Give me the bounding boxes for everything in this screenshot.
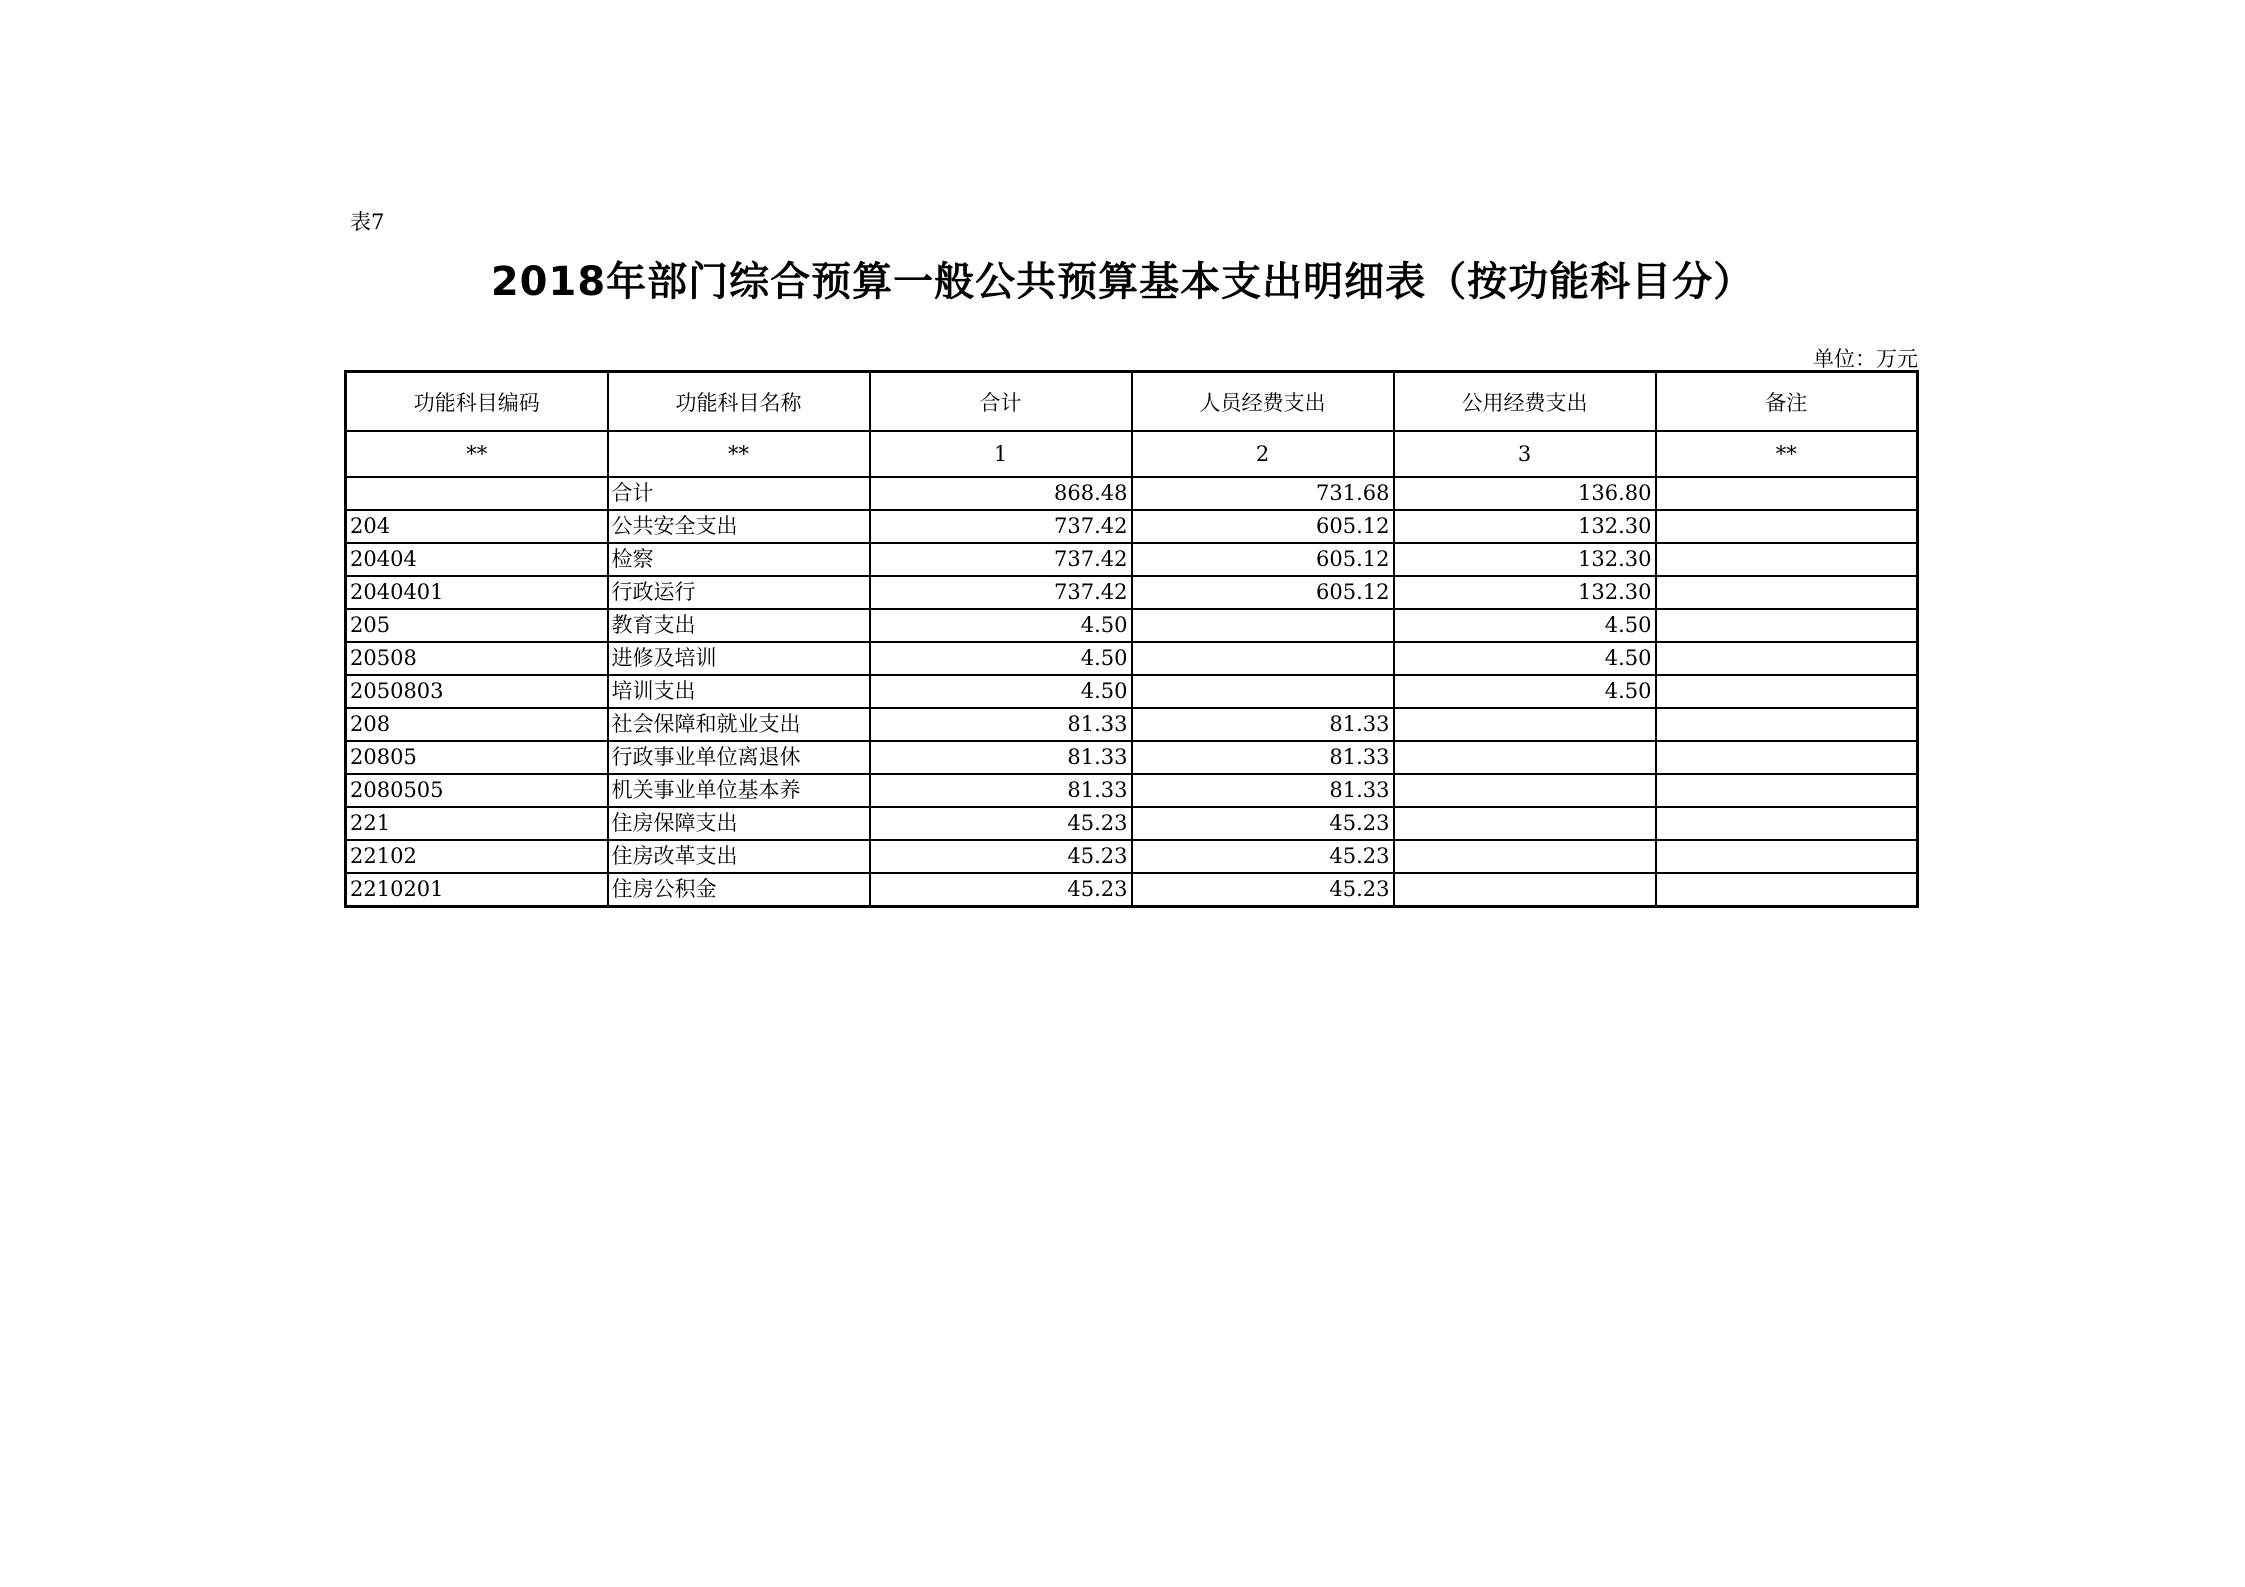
header-cell-total: 合计 xyxy=(870,372,1132,432)
row-total-cell: 737.42 xyxy=(870,576,1132,609)
row-public-cell: 132.30 xyxy=(1394,576,1656,609)
row-public-cell: 4.50 xyxy=(1394,642,1656,675)
row-name-cell: 住房保障支出 xyxy=(608,807,870,840)
row-note-cell xyxy=(1656,774,1918,807)
row-code-cell: 2080505 xyxy=(346,774,608,807)
row-name-cell: 行政事业单位离退休 xyxy=(608,741,870,774)
row-note-cell xyxy=(1656,873,1918,907)
row-total-cell: 45.23 xyxy=(870,807,1132,840)
row-name-cell: 培训支出 xyxy=(608,675,870,708)
table-row xyxy=(346,543,1918,576)
row-total-cell: 81.33 xyxy=(870,741,1132,774)
row-name-cell: 进修及培训 xyxy=(608,642,870,675)
row-note-cell xyxy=(1656,642,1918,675)
table-row xyxy=(346,576,1918,609)
row-public-cell: 132.30 xyxy=(1394,543,1656,576)
header-cell-code: 功能科目编码 xyxy=(346,372,608,432)
row-code-cell: 208 xyxy=(346,708,608,741)
row-public-cell: 132.30 xyxy=(1394,510,1656,543)
table-row xyxy=(346,708,1918,741)
row-total-cell: 81.33 xyxy=(870,708,1132,741)
row-name-cell: 机关事业单位基本养 xyxy=(608,774,870,807)
row-personnel-cell: 81.33 xyxy=(1132,708,1394,741)
row-public-cell xyxy=(1394,741,1656,774)
table-row xyxy=(346,609,1918,642)
header-row xyxy=(346,372,1918,432)
row-public-cell xyxy=(1394,807,1656,840)
index-cell: ** xyxy=(608,431,870,477)
row-personnel-cell: 45.23 xyxy=(1132,873,1394,907)
row-note-cell xyxy=(1656,543,1918,576)
row-code-cell: 2040401 xyxy=(346,576,608,609)
row-name-cell: 检察 xyxy=(608,543,870,576)
row-personnel-cell: 605.12 xyxy=(1132,543,1394,576)
index-cell: 1 xyxy=(870,431,1132,477)
document-title: 2018年部门综合预算一般公共预算基本支出明细表（按功能科目分） xyxy=(490,259,1755,305)
budget-table xyxy=(344,370,1919,908)
row-personnel-cell: 605.12 xyxy=(1132,510,1394,543)
row-total-cell: 4.50 xyxy=(870,642,1132,675)
row-public-cell xyxy=(1394,873,1656,907)
row-total-cell: 4.50 xyxy=(870,609,1132,642)
row-name-cell: 行政运行 xyxy=(608,576,870,609)
row-public-cell xyxy=(1394,774,1656,807)
row-public-cell: 4.50 xyxy=(1394,675,1656,708)
index-cell: ** xyxy=(1656,431,1918,477)
index-cell: 3 xyxy=(1394,431,1656,477)
row-code-cell: 2210201 xyxy=(346,873,608,907)
header-cell-personnel: 人员经费支出 xyxy=(1132,372,1394,432)
row-total-cell: 45.23 xyxy=(870,873,1132,907)
row-note-cell xyxy=(1656,741,1918,774)
row-name-cell: 合计 xyxy=(608,477,870,510)
row-personnel-cell xyxy=(1132,609,1394,642)
table-row xyxy=(346,741,1918,774)
table-row xyxy=(346,510,1918,543)
row-note-cell xyxy=(1656,807,1918,840)
table-row xyxy=(346,675,1918,708)
row-name-cell: 公共安全支出 xyxy=(608,510,870,543)
row-code-cell: 221 xyxy=(346,807,608,840)
row-code-cell: 20404 xyxy=(346,543,608,576)
row-code-cell xyxy=(346,477,608,510)
row-personnel-cell xyxy=(1132,642,1394,675)
row-total-cell: 868.48 xyxy=(870,477,1132,510)
row-personnel-cell: 605.12 xyxy=(1132,576,1394,609)
row-total-cell: 737.42 xyxy=(870,510,1132,543)
row-name-cell: 社会保障和就业支出 xyxy=(608,708,870,741)
row-name-cell: 住房改革支出 xyxy=(608,840,870,873)
row-note-cell xyxy=(1656,477,1918,510)
row-personnel-cell: 45.23 xyxy=(1132,840,1394,873)
row-note-cell xyxy=(1656,675,1918,708)
row-personnel-cell: 81.33 xyxy=(1132,774,1394,807)
row-public-cell xyxy=(1394,708,1656,741)
table-row xyxy=(346,873,1918,907)
row-code-cell: 2050803 xyxy=(346,675,608,708)
row-personnel-cell xyxy=(1132,675,1394,708)
table-row xyxy=(346,642,1918,675)
row-total-cell: 4.50 xyxy=(870,675,1132,708)
row-personnel-cell: 45.23 xyxy=(1132,807,1394,840)
row-total-cell: 81.33 xyxy=(870,774,1132,807)
row-total-cell: 45.23 xyxy=(870,840,1132,873)
unit-label: 单位：万元 xyxy=(1813,347,1918,371)
header-cell-name: 功能科目名称 xyxy=(608,372,870,432)
row-code-cell: 20805 xyxy=(346,741,608,774)
row-note-cell xyxy=(1656,609,1918,642)
row-public-cell: 136.80 xyxy=(1394,477,1656,510)
row-personnel-cell: 731.68 xyxy=(1132,477,1394,510)
row-name-cell: 住房公积金 xyxy=(608,873,870,907)
row-code-cell: 20508 xyxy=(346,642,608,675)
row-name-cell: 教育支出 xyxy=(608,609,870,642)
row-public-cell: 4.50 xyxy=(1394,609,1656,642)
table-label: 表7 xyxy=(350,210,385,234)
row-code-cell: 22102 xyxy=(346,840,608,873)
row-note-cell xyxy=(1656,510,1918,543)
row-total-cell: 737.42 xyxy=(870,543,1132,576)
row-public-cell xyxy=(1394,840,1656,873)
index-row xyxy=(346,431,1918,477)
table-row xyxy=(346,774,1918,807)
row-note-cell xyxy=(1656,840,1918,873)
header-cell-public: 公用经费支出 xyxy=(1394,372,1656,432)
row-note-cell xyxy=(1656,576,1918,609)
row-note-cell xyxy=(1656,708,1918,741)
row-code-cell: 204 xyxy=(346,510,608,543)
index-cell: 2 xyxy=(1132,431,1394,477)
table-row xyxy=(346,840,1918,873)
table-row xyxy=(346,807,1918,840)
row-personnel-cell: 81.33 xyxy=(1132,741,1394,774)
table-row xyxy=(346,477,1918,510)
index-cell: ** xyxy=(346,431,608,477)
header-cell-note: 备注 xyxy=(1656,372,1918,432)
row-code-cell: 205 xyxy=(346,609,608,642)
